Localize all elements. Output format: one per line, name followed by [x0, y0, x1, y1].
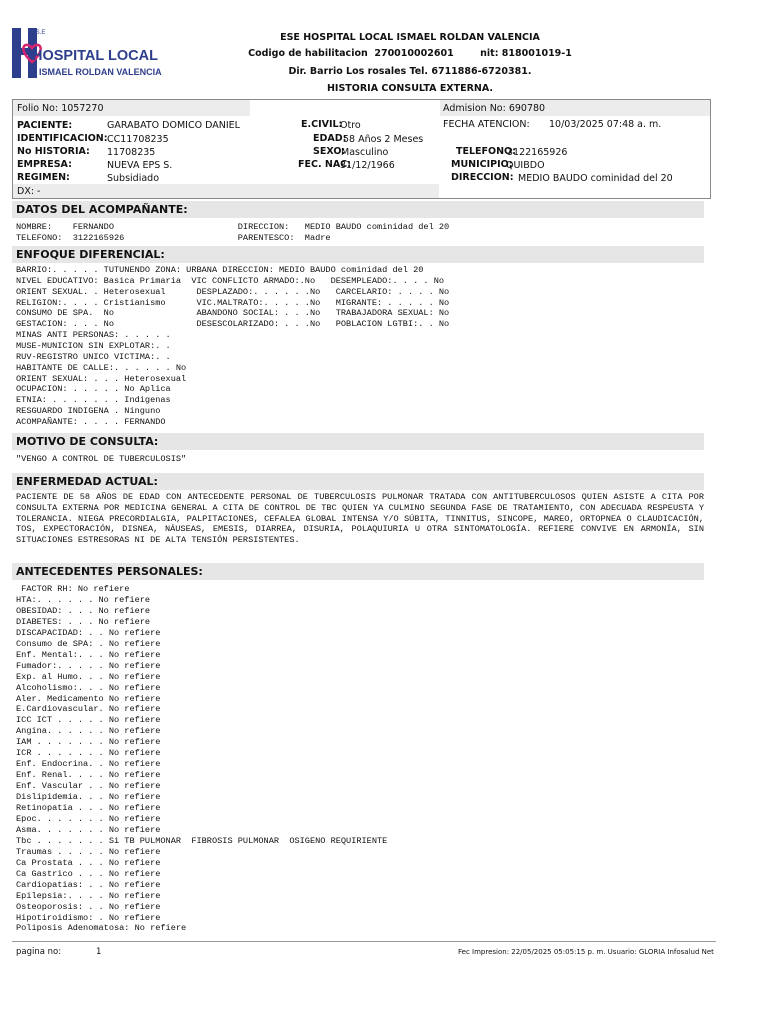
dx-cell — [13, 184, 439, 198]
enfoque-line: RESGUARDO INDIGENA . Ninguno — [16, 406, 161, 417]
ecivil-value: Otro — [340, 120, 361, 131]
print-info: Fec Impresion: 22/05/2025 05:05:15 p. m. Usuario: GLORIA Infosalud Net — [458, 948, 714, 956]
antecedente-line: ICR . . . . . . . No refiere — [16, 748, 161, 759]
municipio-label: MUNICIPIO: — [451, 159, 513, 170]
admision-number: Admision No: 690780 — [443, 103, 546, 114]
folio-number: Folio No: 1057270 — [17, 103, 104, 114]
empresa-value: NUEVA EPS S. — [107, 160, 173, 171]
antecedente-line: IAM . . . . . . . No refiere — [16, 737, 161, 748]
sexo-label: SEXO: — [313, 146, 346, 157]
enfoque-line: ACOMPAÑANTE: . . . . FERNANDO — [16, 416, 166, 427]
antecedente-line: Fumador:. . . . . No refiere — [16, 660, 161, 671]
hospital-name: ESE HOSPITAL LOCAL ISMAEL ROLDAN VALENCIA — [280, 32, 540, 43]
antecedente-line: Consumo de SPA: . No refiere — [16, 638, 161, 649]
antecedente-line: Alcoholismo:. . . No refiere — [16, 682, 161, 693]
page-label: pagina no: — [16, 947, 62, 957]
patient-info-box — [12, 99, 711, 199]
antecedente-line: Traumas . . . . . No refiere — [16, 846, 161, 857]
enfoque-line: GESTACION: . . . No DESESCOLARIZADO: . . .No POBLACION LGTBI:. . No — [16, 319, 450, 330]
habilitacion-line: Codigo de habilitacion 270010002601 nit: 818001019-1 — [248, 48, 572, 59]
antecedente-line: Epoc. . . . . . . No refiere — [16, 813, 161, 824]
historia-label: No HISTORIA: — [17, 146, 90, 157]
antecedente-line: DISCAPACIDAD: . . No refiere — [16, 627, 161, 638]
historia-value: 11708235 — [107, 147, 156, 158]
edad-label: EDAD: — [313, 133, 347, 144]
logo-subtitle-text: ISMAEL ROLDAN VALENCIA — [39, 67, 162, 77]
antecedente-line: Epilepsia:. . . . No refiere — [16, 890, 161, 901]
municipio-value: QUIBDO — [506, 160, 545, 171]
antecedente-line: Ca Prostata . . . No refiere — [16, 857, 161, 868]
regimen-value: Subsidiado — [107, 173, 160, 184]
paciente-value: GARABATO DOMICO DANIEL — [107, 120, 240, 131]
motivo-text: "VENGO A CONTROL DE TUBERCULOSIS" — [16, 454, 187, 464]
antecedente-line: Angina. . . . . . No refiere — [16, 726, 161, 737]
edad-value: 58 Años 2 Meses — [343, 134, 424, 145]
telefono-value: 3122165926 — [507, 147, 568, 158]
antecedente-line: Poliposis Adenomatosa: No refiere — [16, 923, 187, 934]
enfoque-line: NIVEL EDUCATIVO: Basica Primaria VIC CONFLICTO ARMADO:.No DESEMPLEADO:. . . . No — [16, 275, 445, 286]
enfoque-line: ORIENT SEXUAL. . Heterosexual DESPLAZADO:. . . . . .No CARCELARIO: . . . . No — [16, 286, 450, 297]
fecnac-value: 31/12/1966 — [340, 160, 395, 171]
antecedente-line: OBESIDAD: . . . No refiere — [16, 605, 151, 616]
section-enfermedad-title: ENFERMEDAD ACTUAL: — [12, 473, 704, 490]
antecedente-line: Hipotiroidismo: . No refiere — [16, 912, 161, 923]
footer-divider — [12, 941, 716, 942]
antecedente-line: HTA:. . . . . . No refiere — [16, 594, 151, 605]
dx-value: DX: - — [17, 186, 41, 197]
antecedente-line: DIABETES: . . . No refiere — [16, 616, 151, 627]
antecedente-line: Enf. Endocrina. . No refiere — [16, 759, 161, 770]
antecedente-line: Cardiopatias: . . No refiere — [16, 879, 161, 890]
antecedente-line: Enf. Renal. . . . No refiere — [16, 770, 161, 781]
telefono-label: TELEFONO: — [456, 146, 516, 157]
logo-hospital-text: HOSPITAL LOCAL — [32, 48, 158, 64]
section-acompanante-title: DATOS DEL ACOMPAÑANTE: — [12, 201, 704, 218]
antecedente-line: Asma. . . . . . . No refiere — [16, 824, 161, 835]
address-line: Dir. Barrio Los rosales Tel. 6711886-6720381. — [288, 66, 532, 77]
hospital-logo — [12, 26, 162, 82]
antecedente-line: Aler. Medicamento No refiere — [16, 693, 161, 704]
antecedente-line: FACTOR RH: No refiere — [16, 584, 130, 594]
empresa-label: EMPRESA: — [17, 159, 72, 170]
fecha-atencion-label: FECHA ATENCION: — [443, 119, 530, 130]
antecedente-line: Osteoporosis: . . No refiere — [16, 901, 161, 912]
antecedente-line: Exp. al Humo. . . No refiere — [16, 671, 161, 682]
ecivil-label: E.CIVIL: — [301, 119, 343, 130]
enfoque-line: MUSE-MUNICION SIN EXPLOTAR:. . — [16, 340, 171, 351]
antecedente-line: Enf. Vascular . . No refiere — [16, 781, 161, 792]
identificacion-label: IDENTIFICACION: — [17, 133, 108, 144]
enfoque-line: CONSUMO DE SPA. No ABANDONO SOCIAL: . . .No TRABAJADORA SEXUAL: No — [16, 308, 450, 319]
enfoque-line: ORIENT SEXUAL: . . . Heterosexual — [16, 373, 187, 384]
antecedente-line: Dislipidemia. . . No refiere — [16, 792, 161, 803]
enfoque-line: HABITANTE DE CALLE:. . . . . . No — [16, 362, 187, 373]
paciente-label: PACIENTE: — [17, 120, 73, 131]
logo-ese-text: E.S.E — [30, 30, 46, 36]
fecha-atencion-value: 10/03/2025 07:48 a. m. — [549, 119, 662, 130]
antecedente-line: Enf. Mental:. . . No refiere — [16, 649, 161, 660]
acompanante-line: NOMBRE: FERNANDO DIRECCION: MEDIO BAUDO cominidad del 20 — [16, 222, 450, 232]
antecedente-line: Tbc . . . . . . . Si TB PULMONAR FIBROSIS PULMONAR OSIGENO REQUIRIENTE — [16, 835, 388, 846]
acompanante-line: TELEFONO: 3122165926 PARENTESCO: Madre — [16, 233, 331, 243]
enfoque-line: ETNIA: . . . . . . . Indigenas — [16, 395, 171, 406]
section-motivo-title: MOTIVO DE CONSULTA: — [12, 433, 704, 450]
fecnac-label: FEC. NAC: — [298, 159, 351, 170]
section-enfoque-title: ENFOQUE DIFERENCIAL: — [12, 246, 704, 263]
enfoque-line: OCUPACION: . . . . . No Aplica — [16, 384, 171, 395]
sexo-value: Masculino — [341, 147, 389, 158]
document-title: HISTORIA CONSULTA EXTERNA. — [326, 83, 494, 94]
direccion-label: DIRECCION: — [451, 172, 514, 183]
page-number: 1 — [96, 947, 102, 957]
direccion-value: MEDIO BAUDO cominidad del 20 — [518, 173, 673, 184]
enfoque-line: RUV-REGISTRO UNICO VICTIMA:. . — [16, 351, 171, 362]
antecedente-line: E.Cardiovascular. No refiere — [16, 704, 161, 715]
section-antecedentes-title: ANTECEDENTES PERSONALES: — [12, 563, 704, 580]
identificacion-value: CC11708235 — [107, 134, 169, 145]
enfoque-line: BARRIO:. . . . . TUTUNENDO ZONA: URBANA DIRECCION: MEDIO BAUDO cominidad del 20 — [16, 265, 424, 275]
antecedente-line: ICC ICT . . . . . No refiere — [16, 715, 161, 726]
antecedente-line: Retinopatia . . . No refiere — [16, 803, 161, 813]
enfoque-line: RELIGION:. . . . Cristianismo VIC.MALTRATO:. . . . .No MIGRANTE: . . . . . No — [16, 297, 450, 308]
antecedente-line: Ca Gastrico . . . No refiere — [16, 868, 161, 879]
enfoque-line: MINAS ANTI PERSONAS: . . . . . — [16, 330, 171, 341]
regimen-label: REGIMEN: — [17, 172, 70, 183]
enfermedad-text: PACIENTE DE 58 AÑOS DE EDAD CON ANTECEDENTE PERSONAL DE TUBERCULOSIS PULMONAR TRATADA CON ANTITUBERCULOSOS QUIEN ASISTE A CITA POR CONSULTA EXTERNA POR MEDICINA GENERAL A CITA DE CONTROL DE TBC QUIEN YA CULMINO SEGUNDA FASE DE TRATAMIENTO, CON ADECUADA RESPEUSTA Y TOLERANCIA. NIEGA PRECORDIALGIA, PALPITACIONES, CEFALEA GLOBAL INTENSA Y/O SÚBITA, TINNITUS, SINCOPE, MAREO, ORTOPNEA O CLAUDICACIÓN, TOS, EXPECTORACIÓN, DISNEA, NÁUSEAS, EMESIS, DIARREA, DISURIA, POLAQUIURIA U OTRA SINTOMATOLOGÍA. REFIERE CONVIVE EN ARMONÍA, SIN SITUACIONES ESTRESORAS NI DE ALTA TENSIÓN PERSISTENTES. — [16, 492, 704, 546]
